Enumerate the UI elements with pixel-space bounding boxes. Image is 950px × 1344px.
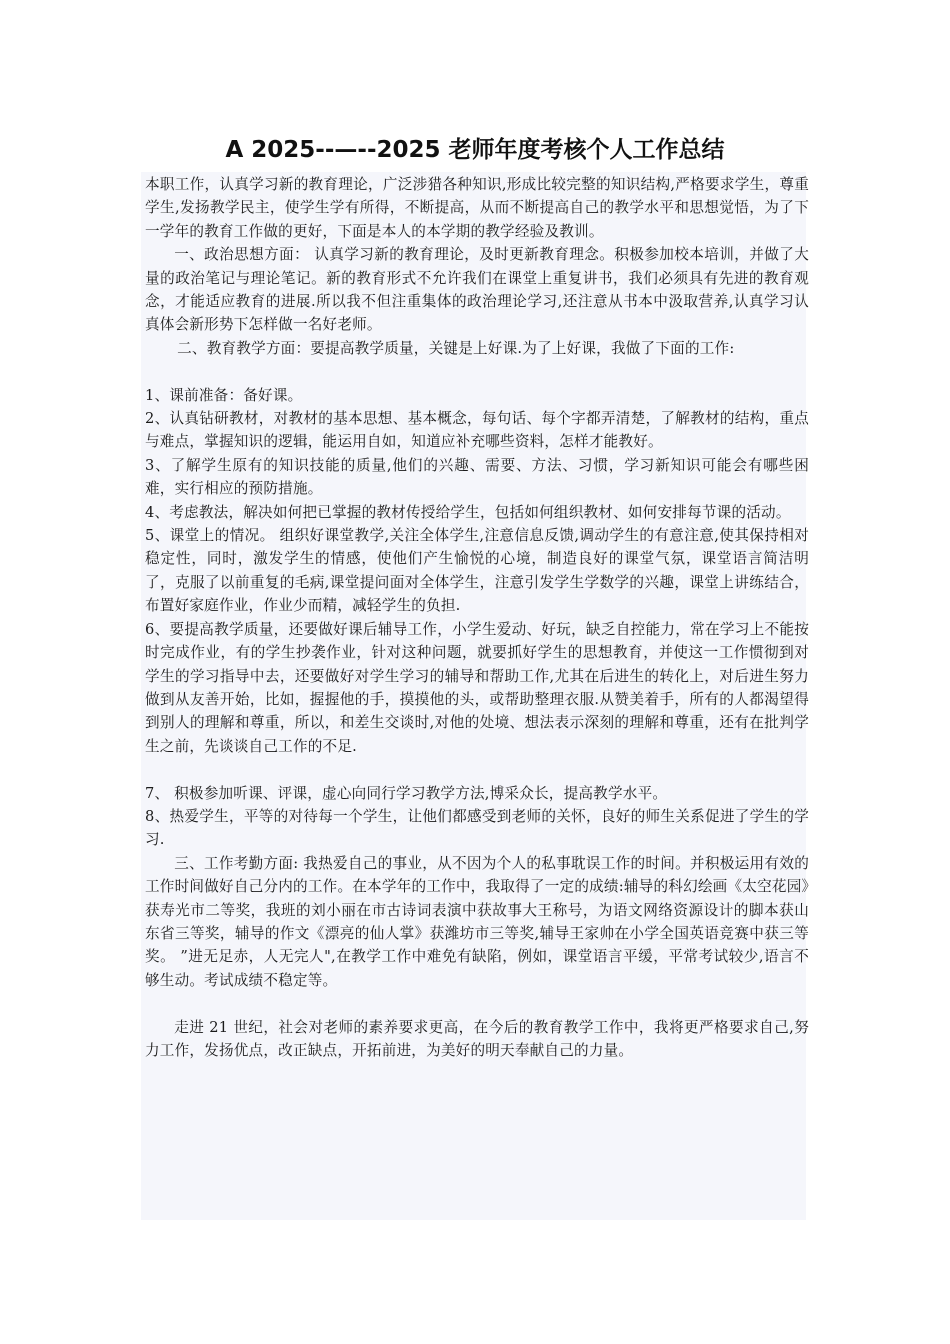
spacer [145,758,809,781]
list-item: 8、热爱学生，平等的对待每一个学生，让他们都感受到老师的关怀，良好的师生关系促进了学生的学习. [145,807,809,849]
list-item: 2、认真钻研教材，对教材的基本思想、基本概念，每句话、每个字都弄清楚，了解教材的结构，重点与难点，掌握知识的逻辑，能运用自如，知道应补充哪些资料，怎样才能教好。 [145,410,809,451]
section-political-paragraph: 一、政治思想方面： 认真学习新的教育理论，及时更新教育理念。积极参加校本培训，并做了大量的政治笔记与理论笔记。新的教育形式不允许我们在课堂上重复讲书，我们必须具有先进的教育观念，才能适应教育的进展.所以我不但注重集体的政治理论学习,还注意从书本中汲取营养,认真学习认真体会新形势下怎样做一名好老师。 [145,246,809,334]
closing-paragraph: 走进 21 世纪，社会对老师的素养要求更高，在今后的教育教学工作中，我将更严格要求自己,努力工作，发扬优点，改正缺点，开拓前进，为美好的明天奉献自己的力量。 [145,1018,809,1059]
list-item: 3、了解学生原有的知识技能的质量,他们的兴趣、需要、方法、习惯，学习新知识可能会有哪些困难，实行相应的预防措施。 [145,456,809,498]
spacer [145,360,809,383]
intro-paragraph: 本职工作，认真学习新的教育理论，广泛涉猎各种知识,形成比较完整的知识结构,严格要求学生，尊重学生,发扬教学民主，使学生学有所得，不断提高，从而不断提高自己的教学水平和思想觉悟，为了下一学年的教育工作做的更好，下面是本人的本学期的教学经验及教训。 [145,176,809,240]
list-item: 1、课前准备：备好课。 [145,386,303,404]
list-item: 5、课堂上的情况。 组织好课堂教学,关注全体学生,注意信息反馈,调动学生的有意注意,使其保持相对稳定性，同时，激发学生的情感，使他们产生愉悦的心境，制造良好的课堂气氛，课堂语言简洁明了，克服了以前重复的毛病,课堂提问面对全体学生，注意引发学生学数学的兴趣，课堂上讲练结合，布置好家庭作业，作业少而精，减轻学生的负担. [145,527,809,615]
document-title: A 2025--—--2025 老师年度考核个人工作总结 [225,137,725,163]
list-item: 6、要提高教学质量，还要做好课后辅导工作，小学生爱动、好玩，缺乏自控能力，常在学习上不能按时完成作业，有的学生抄袭作业，针对这种问题，就要抓好学生的思想教育，并使这一工作惯彻到对学生的学习指导中去，还要做好对学生学习的辅导和帮助工作,尤其在后进生的转化上，对后进生努力做到从友善开始，比如，握握他的手，摸摸他的头，或帮助整理衣服.从赞美着手，所有的人都渴望得到别人的理解和尊重，所以，和差生交谈时,对他的处境、想法表示深刻的理解和尊重，还有在批判学生之前，先谈谈自己工作的不足. [145,620,809,755]
section-teaching-intro: 二、教育教学方面：要提高教学质量，关键是上好课.为了上好课，我做了下面的工作: [177,339,735,357]
section-attendance-paragraph: 三、工作考勤方面: 我热爱自己的事业，从不因为个人的私事耽误工作的时间。并积极运用有效的工作时间做好自己分内的工作。在本学年的工作中，我取得了一定的成绩:辅导的科幻绘画《太空花园》获寿光市二等奖，我班的刘小丽在市古诗词表演中获故事大王称号，为语文网络资源设计的脚本获山东省三等奖，辅导的作文《漂亮的仙人掌》获潍坊市三等奖,辅导王家帅在小学全国英语竞赛中获三等奖。 ”进无足赤，人无完人",在教学工作中难免有缺陷，例如，课堂语言平缓，平常考试较少,语言不够生动。考试成绩不稳定等。 [145,854,809,989]
list-item: 4、考虑教法，解决如何把已掌握的教材传授给学生，包括如何组织教材、如何安排每节课的活动。 [145,503,791,521]
document-body [145,173,809,1062]
spacer [145,992,809,1015]
list-item: 7、 积极参加听课、评课，虚心向同行学习教学方法,博采众长，提高教学水平。 [145,784,668,802]
